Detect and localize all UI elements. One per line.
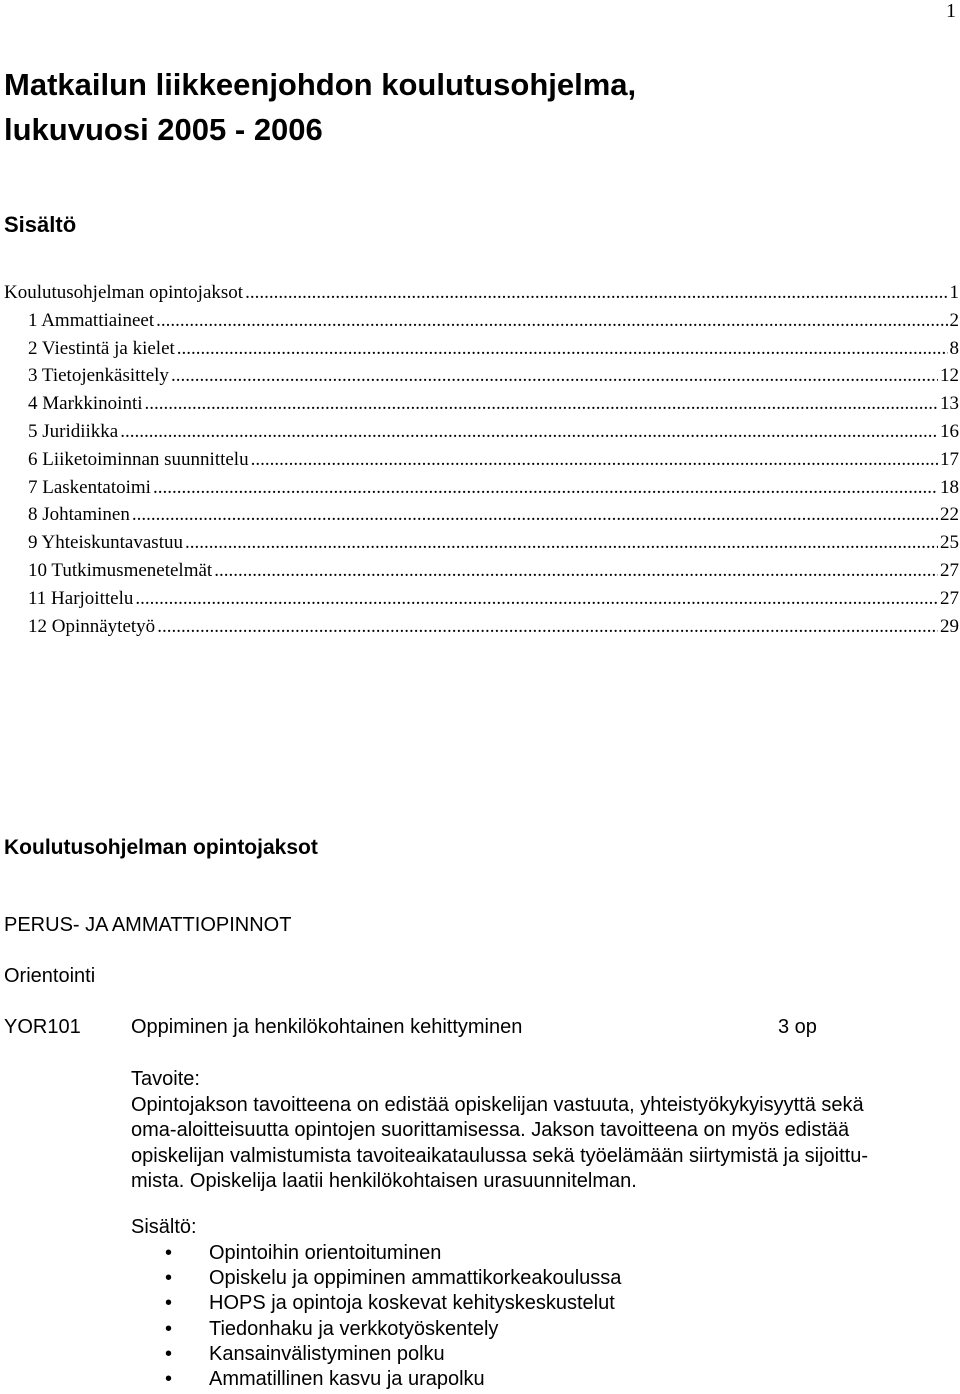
toc-entry-label: 12 Opinnäytetyö	[28, 615, 156, 637]
toc-entry-label: 7 Laskentatoimi	[28, 476, 151, 498]
list-item	[131, 1291, 941, 1316]
toc-entry-page: 29	[940, 615, 959, 637]
toc-entry-page: 22	[940, 504, 959, 526]
toc-entry-label: 9 Yhteiskuntavastuu	[28, 532, 183, 554]
toc-entry-page: 1	[949, 282, 959, 303]
toc-entry-label: 6 Liiketoiminnan suunnittelu	[28, 448, 249, 470]
toc-entry-label: 1 Ammattiaineet	[28, 309, 155, 331]
toc-entry-page: 25	[940, 532, 959, 554]
goals-line: oma-aloitteisuutta opintojen suorittamisessa. Jakson tavoitteena on myös edistää	[131, 1119, 850, 1141]
toc-entry[interactable]	[4, 532, 959, 560]
list-item	[131, 1367, 941, 1392]
toc-entry-label: 8 Johtaminen	[28, 504, 130, 526]
toc-leader-dots	[177, 338, 948, 360]
toc-entry[interactable]	[4, 588, 959, 616]
goals-line: Opintojakson tavoitteena on edistää opiskelijan vastuuta, yhteistyökykyisyyttä sekä	[131, 1093, 864, 1116]
toc-entry-page: 18	[940, 476, 959, 498]
toc-entry-page: 16	[940, 420, 959, 442]
list-item	[131, 1241, 941, 1266]
content-label: Sisältö:	[131, 1216, 197, 1238]
toc-entry-page: 12	[940, 365, 959, 387]
toc-entry[interactable]	[4, 560, 959, 588]
course-goals	[131, 1067, 941, 1195]
course-group-heading: Orientointi	[4, 965, 96, 987]
studies-heading: PERUS- JA AMMATTIOPINNOT	[4, 914, 292, 936]
toc-entry-page: 8	[949, 337, 959, 359]
list-item-text: Opintoihin orientoituminen	[209, 1241, 442, 1264]
page-number: 1	[946, 0, 956, 22]
toc-entry-label: Koulutusohjelman opintojaksot	[4, 282, 244, 303]
toc-leader-dots	[156, 310, 947, 332]
bullet-icon: •	[165, 1292, 173, 1315]
bullet-icon: •	[165, 1317, 173, 1340]
section-heading: Koulutusohjelman opintojaksot	[4, 836, 318, 859]
goals-line: mista. Opiskelija laatii henkilökohtaisen urasuunnitelman.	[131, 1170, 637, 1192]
bullet-icon: •	[165, 1343, 173, 1366]
toc-entry-label: 2 Viestintä ja kielet	[28, 337, 175, 359]
toc-entry[interactable]	[4, 616, 959, 644]
toc-entry-label: 11 Harjoittelu	[28, 587, 134, 609]
toc-leader-dots	[251, 449, 938, 471]
toc-entry-label: 10 Tutkimusmenetelmät	[28, 559, 213, 581]
toc-entry[interactable]	[4, 282, 959, 310]
toc-entry-label: 4 Markkinointi	[28, 393, 143, 415]
list-item-text: Kansainvälistyminen polku	[209, 1343, 445, 1366]
toc-leader-dots	[245, 282, 947, 304]
document-title	[4, 62, 904, 152]
toc-leader-dots	[153, 477, 938, 499]
toc-entry[interactable]	[4, 365, 959, 393]
toc-leader-dots	[120, 421, 938, 443]
toc-leader-dots	[214, 560, 938, 582]
toc-entry-page: 27	[940, 587, 959, 609]
table-of-contents	[4, 282, 959, 643]
document-title-line-2: lukuvuosi 2005 - 2006	[4, 112, 323, 147]
course-name: Oppiminen ja henkilökohtainen kehittyminen	[131, 1016, 523, 1038]
toc-entry[interactable]	[4, 310, 959, 338]
toc-leader-dots	[145, 393, 938, 415]
list-item	[131, 1317, 941, 1342]
list-item	[131, 1342, 941, 1367]
toc-leader-dots	[157, 616, 938, 638]
course-credits: 3 op	[778, 1016, 817, 1038]
toc-heading: Sisältö	[4, 212, 77, 237]
toc-entry-label: 5 Juridiikka	[28, 420, 119, 442]
toc-leader-dots	[135, 588, 938, 610]
toc-entry[interactable]	[4, 338, 959, 366]
bullet-icon: •	[165, 1368, 173, 1391]
content-list	[131, 1241, 941, 1393]
toc-entry-page: 17	[940, 448, 959, 470]
list-item	[131, 1266, 941, 1291]
course-code: YOR101	[4, 1016, 81, 1038]
goals-label: Tavoite:	[131, 1068, 200, 1090]
course-content	[131, 1215, 941, 1393]
list-item-text: Tiedonhaku ja verkkotyöskentely	[209, 1317, 499, 1340]
list-item-text: HOPS ja opintoja koskevat kehityskeskustelut	[209, 1292, 615, 1315]
bullet-icon: •	[165, 1266, 173, 1289]
document-title-line-1: Matkailun liikkeenjohdon koulutusohjelma,	[4, 67, 637, 102]
bullet-icon: •	[165, 1241, 173, 1264]
toc-entry[interactable]	[4, 504, 959, 532]
toc-entry-page: 2	[949, 309, 959, 331]
toc-entry[interactable]	[4, 421, 959, 449]
toc-leader-dots	[132, 504, 938, 526]
toc-entry-label: 3 Tietojenkäsittely	[28, 365, 169, 387]
toc-entry-page: 13	[940, 393, 959, 415]
list-item-text: Opiskelu ja oppiminen ammattikorkeakoulussa	[209, 1266, 622, 1289]
toc-entry-page: 27	[940, 559, 959, 581]
toc-leader-dots	[185, 532, 938, 554]
list-item-text: Ammatillinen kasvu ja urapolku	[209, 1368, 485, 1391]
toc-entry[interactable]	[4, 393, 959, 421]
toc-leader-dots	[171, 365, 938, 387]
toc-entry[interactable]	[4, 477, 959, 505]
toc-entry[interactable]	[4, 449, 959, 477]
goals-line: opiskelijan valmistumista tavoiteaikataulussa sekä työelämään siirtymistä ja sijoittu-	[131, 1144, 868, 1167]
